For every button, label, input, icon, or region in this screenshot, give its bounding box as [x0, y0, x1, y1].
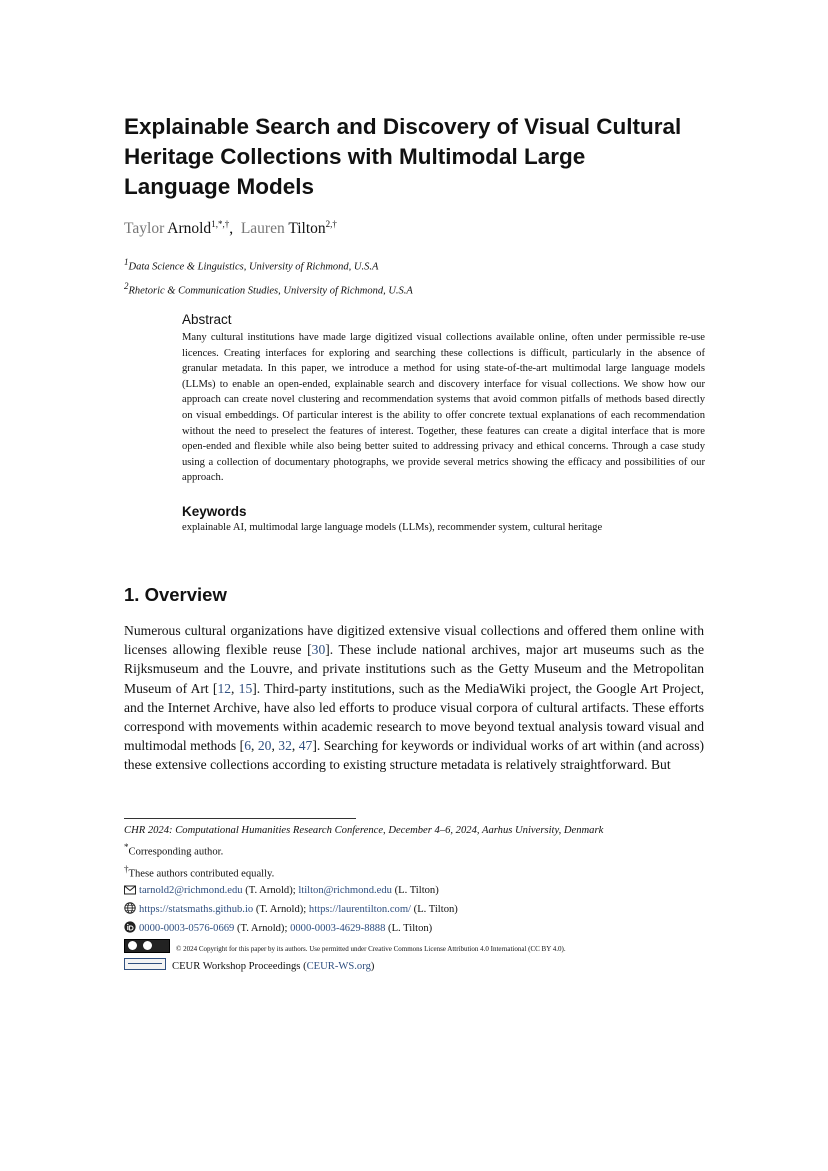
orcid-owner: (T. Arnold); [234, 923, 291, 935]
orcid-line [124, 920, 724, 939]
globe-icon [124, 902, 136, 920]
author-list: Taylor Arnold$^{1,*,\dagger}$, Lauren Tilton$^{2,\dagger}$ [124, 219, 337, 238]
affiliation-1-text: Data Science & Linguistics, University of Richmond, U.S.A [128, 261, 379, 273]
affiliation-2 [124, 277, 413, 301]
paragraph-text: ]. These include national archives, major art museums such as the Rijksmuseum and the Louvre, and private institutions such as the Getty Museum and the Metropolitan Museum of Art [ [124, 642, 704, 696]
email-owner: (L. Tilton) [391, 885, 439, 897]
keywords-body: explainable AI, multimodal large language models (LLMs), recommender system, cultural heritage [182, 522, 603, 533]
citation-separator: , [231, 680, 239, 696]
equal-mark: † [124, 863, 129, 874]
author-1-marks: 1,*,† [211, 219, 230, 229]
title-line-1: Explainable Search and Discovery of Visual Cultural [124, 114, 682, 139]
paragraph-text: ]. Third-party institutions, such as the MediaWiki project, the Google Art Project, and the Internet Archive, have also led efforts to produce visual corpora of cultural artifacts. These efforts correspond with movements within academic research to move beyond textual analysis toward visual and multimodal methods [ [124, 680, 704, 754]
citation-separator: , [250, 738, 258, 754]
license-line [124, 939, 724, 958]
paper-title [124, 112, 724, 202]
ceur-suffix: ) [370, 961, 375, 973]
cc-by-badge-icon [124, 939, 170, 953]
abstract-heading: Abstract [182, 312, 232, 327]
conference-note: CHR 2024: Computational Humanities Research Conference, December 4–6, 2024, Aarhus University, Denmark [124, 825, 604, 836]
affiliation-1-mark: 1 [124, 257, 129, 267]
envelope-icon [124, 884, 136, 901]
license-text: © 2024 Copyright for this paper by its authors. Use permitted under Creative Commons License Attribution 4.0 International (CC BY 4.0). [176, 945, 566, 954]
orcid-link-arnold[interactable]: 0000-0003-0576-0669 [139, 923, 235, 935]
ceur-link[interactable]: CEUR-WS.org [306, 961, 371, 973]
title-line-2: Heritage Collections with Multimodal Large [124, 144, 586, 169]
ceur-logo-icon [124, 958, 166, 970]
affiliations [124, 253, 413, 300]
website-link-arnold[interactable]: https://statsmaths.github.io [139, 904, 254, 916]
equal-text: These authors contributed equally. [128, 868, 275, 880]
footnote-divider [124, 818, 356, 819]
citation-link[interactable]: 15 [238, 680, 253, 696]
affiliation-2-mark: 2 [124, 280, 129, 291]
ceur-text: CEUR Workshop Proceedings ( [172, 961, 307, 973]
email-link-arnold[interactable]: tarnold2@richmond.edu [139, 885, 243, 897]
corresponding-text: Corresponding author. [128, 846, 224, 858]
section-paragraph [124, 621, 704, 775]
keywords-heading: Keywords [182, 504, 247, 519]
paragraph-text: Numerous cultural organizations have digitized extensive visual collections and offered them online with licenses allowing flexible reuse [ [124, 623, 704, 658]
corresponding-mark: * [124, 842, 129, 852]
author-2-given: Lauren [240, 220, 285, 238]
corresponding-note [124, 839, 724, 861]
citation-link[interactable]: 32 [278, 738, 292, 754]
citation-separator: , [271, 738, 279, 754]
title-line-3: Language Models [124, 174, 315, 199]
ceur-line [124, 958, 724, 975]
footnotes [124, 822, 724, 975]
website-owner: (L. Tilton) [411, 904, 458, 916]
affiliation-2-text: Rhetoric & Communication Studies, University of Richmond, U.S.A [128, 285, 413, 296]
website-owner: (T. Arnold); [253, 904, 309, 916]
author-1-given: Taylor [124, 220, 165, 238]
email-line [124, 882, 724, 901]
citation-link[interactable]: 6 [244, 738, 251, 754]
citation-link[interactable]: 20 [257, 738, 272, 754]
author-2-family: Tilton [288, 220, 326, 238]
orcid-icon [124, 921, 136, 939]
website-link-tilton[interactable]: https://laurentilton.com/ [308, 904, 412, 916]
section-heading: 1. Overview [124, 584, 227, 605]
citation-separator: , [291, 738, 299, 754]
affiliation-1 [124, 253, 413, 277]
paragraph-text: ]. Searching for keywords or individual works of art within (and across) these extensive collections according to existing structure metadata is relatively straightforward. But [124, 738, 705, 773]
abstract-body: Many cultural institutions have made large digitized visual collections available online, often under permissible re-use licences. Creating interfaces for exploring and searching these collections is difficult, particularly in the absence of granular metadata. In this paper, we introduce a method for using state-of-the-art multimodal large language models (LLMs) to enable an open-ended, explainable search and discovery interface for visual collections. We show how our approach can create novel clustering and recommendation systems that avoid common pitfalls of methods based directly on visual embeddings. Of particular interest is the ability to offer concrete textual explanations of each recommendation without the need to preselect the features of interest. Together, these features can create a digital interface that is more open-ended and flexible while also being better suited to addressing privacy and ethical concerns. Through a case study using a collection of documentary photographs, we provide several metrics showing the efficacy and possibilities of our approach. [182, 332, 705, 484]
email-owner: (T. Arnold); [242, 885, 299, 897]
website-line [124, 901, 724, 920]
citation-link[interactable]: 47 [298, 738, 313, 754]
equal-contribution-note [124, 861, 724, 883]
author-1-family: Arnold [167, 220, 212, 238]
orcid-link-tilton[interactable]: 0000-0003-4629-8888 [290, 923, 386, 935]
orcid-owner: (L. Tilton) [385, 923, 433, 935]
citation-link[interactable]: 30 [311, 642, 326, 658]
author-2-marks: 2,† [325, 219, 337, 229]
citation-link[interactable]: 12 [217, 680, 232, 696]
email-link-tilton[interactable]: ltilton@richmond.edu [298, 885, 392, 897]
